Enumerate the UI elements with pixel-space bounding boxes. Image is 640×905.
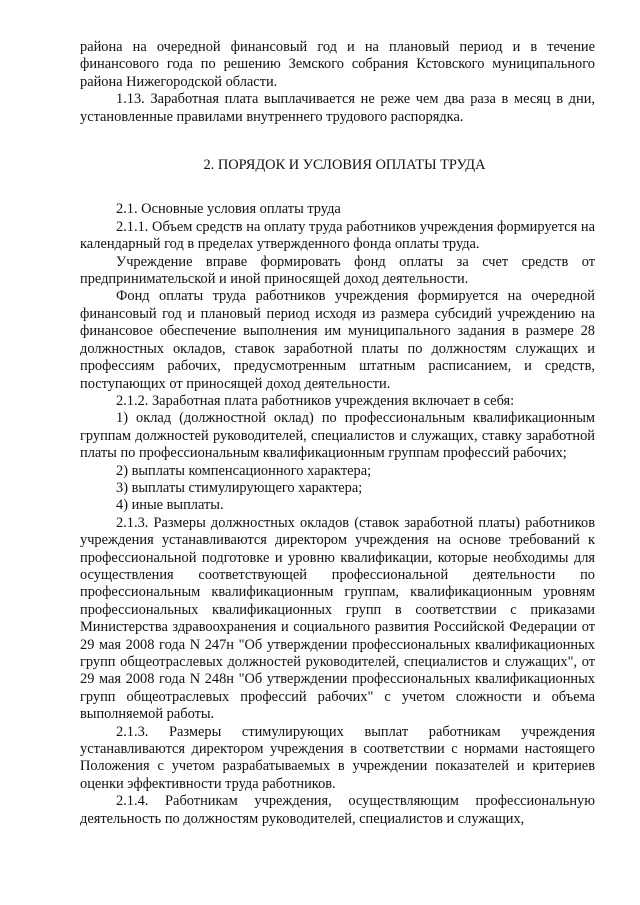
paragraph-2-1-1: 2.1.1. Объем средств на оплату труда работников учреждения формируется на календарный год в пределах утвержденного фонда оплаты труда. [80, 218, 595, 253]
paragraph-2-1: 2.1. Основные условия оплаты труда [116, 201, 341, 218]
list-item-1: 1) оклад (должностной оклад) по профессиональным квалификационным группам должностей руководителей, специалистов и служащих, ставку заработной платы по профессиональным квалификационным группам профессий рабочих; [80, 410, 595, 462]
list-item-2: 2) выплаты компенсационного характера; [116, 462, 372, 479]
paragraph-2-1-3-incentives: 2.1.3. Размеры стимулирующих выплат работникам учреждения устанавливаются директором учреждения в соответствии с нормами настоящего Положения с учетом разрабатываемых в учреждении показателей и критериев оценки эффективности труда работников. [80, 723, 595, 792]
paragraph-2-1-2: 2.1.2. Заработная плата работников учреждения включает в себя: [116, 392, 515, 409]
paragraph-continuation: района на очередной финансовый год и на плановый период и в течение финансового года по решению Земского собрания Кстовского муниципального района Нижегородской области. [80, 39, 595, 90]
list-item-3: 3) выплаты стимулирующего характера; [116, 479, 363, 496]
paragraph-2-1-4: 2.1.4. Работникам учреждения, осуществляющим профессиональную деятельность по должностям руководителей, специалистов и служащих, [80, 793, 595, 827]
spacer [80, 126, 595, 157]
spacer [80, 174, 595, 201]
paragraph-2-1-3-salaries: 2.1.3. Размеры должностных окладов (ставок заработной платы) работников учреждения устанавливаются директором учреждения на основе требований к профессиональной подготовке и уровню квалификации, которые необходимы для осуществления соответствующей профессиональной деятельности по профессиональным квалификационным группам, квалификационным уровням профессиональных квалификационных групп в соответствии с приказами Министерства здравоохранения и социального развития Российской Федерации от 29 мая 2008 года N 247н "Об утверждении профессиональных квалификационных групп общеотраслевых должностей руководителей, специалистов и служащих", от 29 мая 2008 года N 248н "Об утверждении профессиональных квалификационных групп общеотраслевых профессий рабочих" с учетом сложности и объема выполняемой работы. [80, 514, 595, 723]
paragraph-fund: Фонд оплаты труда работников учреждения формируется на очередной финансовый год и плановый период исходя из размера субсидий учреждению на финансовое обеспечение выполнения им муниципального задания в размере 28 должностных окладов, ставок заработной платы по должностям служащих и профессиям рабочих, предусмотренным штатным расписанием, и средств, поступающих от приносящей доход деятельности. [80, 288, 595, 392]
section-heading: 2. ПОРЯДОК И УСЛОВИЯ ОПЛАТЫ ТРУДА [203, 157, 486, 174]
document-page [80, 39, 595, 828]
paragraph-right: Учреждение вправе формировать фонд оплаты за счет средств от предпринимательской и иной приносящей доход деятельности. [80, 253, 595, 288]
paragraph-1-13: 1.13. Заработная плата выплачивается не реже чем два раза в месяц в дни, установленные правилами внутреннего трудового распорядка. [80, 91, 595, 125]
list-item-4: 4) иные выплаты. [116, 497, 224, 514]
